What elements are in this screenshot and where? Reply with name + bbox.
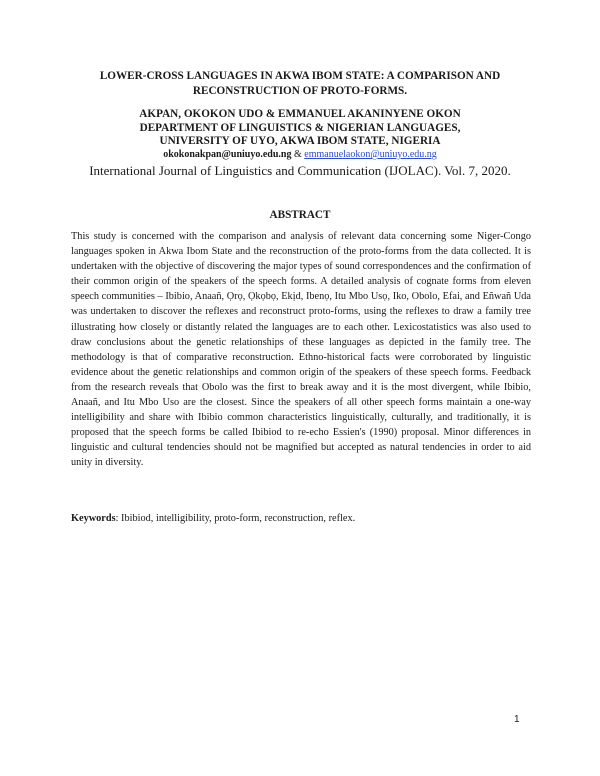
abstract-heading: ABSTRACT [269, 209, 331, 221]
paper-title [60, 69, 540, 99]
keywords-line [71, 512, 531, 526]
department: DEPARTMENT OF LINGUISTICS & NIGERIAN LANGUAGES, [139, 121, 461, 134]
abstract-text: This study is concerned with the comparison and analysis of relevant data concerning some Niger-Congo languages spoken in Akwa Ibom State and the reconstruction of the proto-forms from the data collected. It is undertaken with the objective of discovering the major types of sound correspondences and the confirmation of their common origin of the speakers of the speech forms. A detailed analysis of cognate forms from eleven speech communities – Ibibio, Anaañ, Ọrọ, Ọkọbọ, Ekịd, Ibenọ, Itu Mbo Usọ, Iko, Obolo, Efai, and Eñwañ Uda was undertaken to discover the reflexes and reconstruct proto-forms, using the reflexes to draw a family tree illustrating how closely or distantly related the languages are to each other. Lexicostatistics was also used to draw conclusions about the genetic relationships of these languages as depicted in the family tree. The methodology is that of comparative reconstruction. Ethno-historical facts were corroborated by linguistic evidence about the genetic relationships and common origin of the speakers of these speech forms. Feedback from the research reveals that Obolo was the first to break away and it is the most divergent, while Ibibio, Anaañ, and Itu Mbo Uso are the closest. Since the speakers of all other speech forms maintain a one-way intelligibility and share with Ibibio common characteristics linguistically, culturally, and traditionally, it is proposed that the speech forms be called Ibibiod to re-echo Essien's (1990) proposal. Minor differences in linguistic and cultural tendencies should not be magnified but accepted as natural tendencies in order to aid unity in diversity. [71, 231, 531, 469]
author-block [60, 108, 540, 149]
keywords-label: Keywords [71, 513, 116, 524]
page-number: 1 [514, 714, 520, 725]
author-emails [60, 149, 540, 161]
abstract-body [71, 229, 531, 471]
email-1: okokonakpan@uniuyo.edu.ng [163, 149, 292, 160]
author-names: AKPAN, OKOKON UDO & EMMANUEL AKANINYENE OKON [139, 108, 461, 120]
title-line-2: RECONSTRUCTION OF PROTO-FORMS. [192, 85, 408, 97]
email-2-link[interactable]: emmanuelaokon@uniuyo.edu.ng [304, 149, 437, 160]
email-separator: & [291, 149, 305, 160]
journal-citation: International Journal of Linguistics and Communication (IJOLAC). Vol. 7, 2020. [89, 163, 511, 178]
university: UNIVERSITY OF UYO, AKWA IBOM STATE, NIGERIA [159, 135, 441, 147]
keywords-text: : Ibibiod, intelligibility, proto-form, reconstruction, reflex. [115, 513, 356, 524]
title-line-1: LOWER-CROSS LANGUAGES IN AKWA IBOM STATE: A COMPARISON AND [99, 70, 501, 82]
